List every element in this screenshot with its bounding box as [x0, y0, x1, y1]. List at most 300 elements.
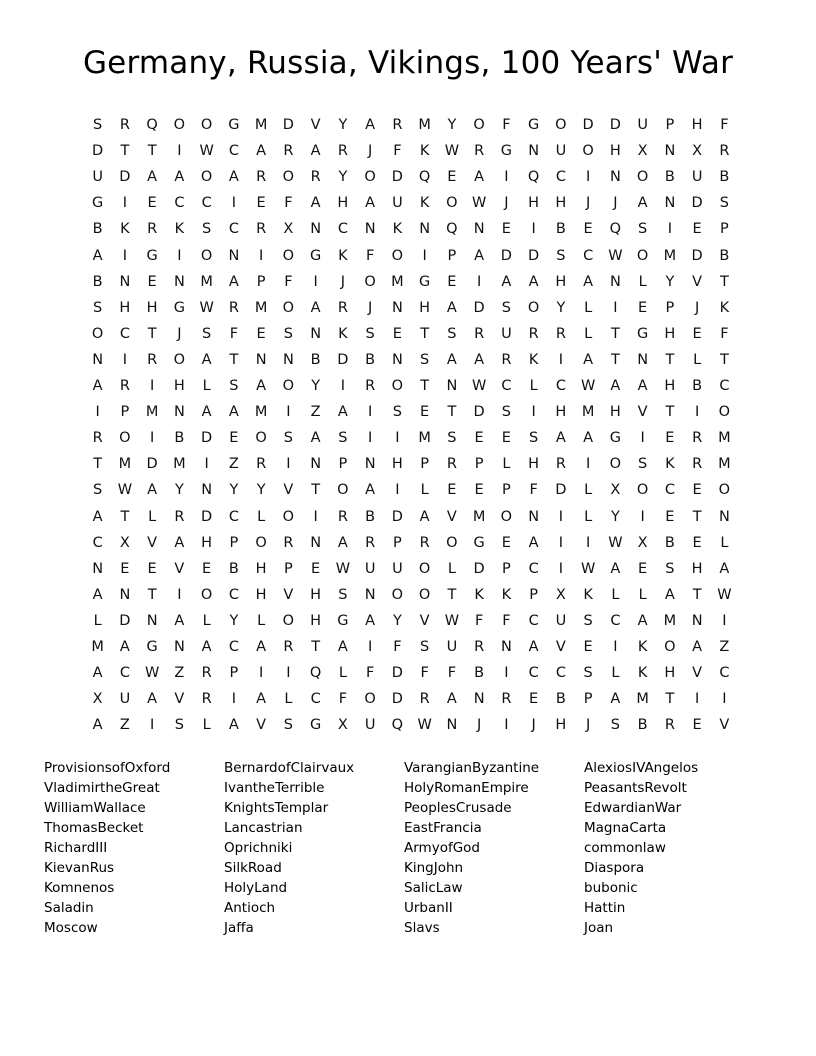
letter-cell[interactable]: H — [255, 560, 267, 577]
letter-cell[interactable]: L — [584, 325, 593, 342]
letter-cell[interactable]: F — [393, 143, 402, 160]
letter-cell[interactable]: Y — [311, 378, 321, 395]
letter-cell[interactable]: P — [229, 534, 239, 551]
letter-cell[interactable]: I — [204, 456, 209, 473]
word-list-item[interactable]: Moscow — [44, 920, 98, 937]
letter-cell[interactable]: Y — [256, 482, 266, 499]
letter-cell[interactable]: O — [364, 169, 376, 186]
letter-cell[interactable]: I — [149, 430, 155, 447]
letter-cell[interactable]: S — [420, 351, 430, 368]
word-list-item[interactable]: PeoplesCrusade — [404, 800, 512, 817]
letter-cell[interactable]: I — [122, 247, 128, 264]
letter-cell[interactable]: N — [364, 221, 376, 238]
letter-cell[interactable]: D — [555, 482, 567, 499]
letter-cell[interactable]: A — [637, 195, 648, 212]
word-list-item[interactable]: SalicLaw — [404, 880, 463, 897]
letter-cell[interactable]: D — [691, 195, 703, 212]
letter-cell[interactable]: N — [718, 508, 730, 525]
letter-cell[interactable]: K — [419, 143, 430, 160]
letter-cell[interactable]: R — [147, 351, 158, 368]
letter-cell[interactable]: P — [447, 247, 457, 264]
letter-cell[interactable]: W — [199, 143, 214, 160]
letter-cell[interactable]: N — [310, 221, 322, 238]
letter-cell[interactable]: U — [364, 560, 376, 577]
letter-cell[interactable]: A — [637, 378, 648, 395]
letter-cell[interactable]: G — [310, 717, 322, 734]
word-list-item[interactable]: RichardIII — [44, 840, 108, 857]
letter-cell[interactable]: R — [119, 117, 130, 134]
letter-cell[interactable]: S — [338, 430, 348, 447]
letter-cell[interactable]: V — [310, 117, 321, 134]
letter-cell[interactable]: N — [255, 351, 267, 368]
letter-cell[interactable]: K — [637, 638, 648, 655]
letter-cell[interactable]: N — [92, 351, 104, 368]
letter-cell[interactable]: R — [692, 456, 703, 473]
letter-cell[interactable]: M — [254, 117, 268, 134]
letter-cell[interactable]: D — [282, 117, 294, 134]
letter-cell[interactable]: L — [447, 560, 456, 577]
letter-cell[interactable]: N — [391, 351, 403, 368]
letter-cell[interactable]: S — [229, 378, 239, 395]
letter-cell[interactable]: I — [122, 351, 128, 368]
word-list-item[interactable]: EastFrancia — [404, 820, 482, 837]
letter-cell[interactable]: G — [173, 299, 185, 316]
letter-cell[interactable]: P — [665, 117, 675, 134]
letter-cell[interactable]: R — [92, 430, 103, 447]
letter-cell[interactable]: R — [474, 143, 485, 160]
letter-cell[interactable]: R — [474, 638, 485, 655]
letter-cell[interactable]: T — [420, 378, 430, 395]
letter-cell[interactable]: B — [719, 247, 730, 264]
letter-cell[interactable]: E — [256, 195, 266, 212]
letter-cell[interactable]: R — [119, 378, 130, 395]
letter-cell[interactable]: A — [92, 247, 103, 264]
word-list-item[interactable]: BernardofClairvaux — [224, 760, 355, 777]
letter-cell[interactable]: F — [474, 612, 484, 629]
letter-cell[interactable]: J — [367, 143, 373, 160]
letter-cell[interactable]: S — [610, 717, 620, 734]
word-list-item[interactable]: Jaffa — [224, 920, 254, 937]
letter-cell[interactable]: A — [228, 273, 239, 290]
letter-cell[interactable]: Y — [665, 273, 675, 290]
letter-cell[interactable]: E — [147, 195, 157, 212]
letter-cell[interactable]: G — [473, 534, 485, 551]
word-list-item[interactable]: KnightsTemplar — [224, 800, 329, 817]
letter-cell[interactable]: M — [663, 247, 677, 264]
letter-cell[interactable]: L — [502, 456, 511, 473]
letter-cell[interactable]: L — [611, 586, 620, 603]
letter-cell[interactable]: K — [338, 247, 348, 264]
letter-cell[interactable]: E — [692, 482, 702, 499]
letter-cell[interactable]: D — [609, 117, 621, 134]
letter-cell[interactable]: F — [447, 665, 457, 682]
letter-cell[interactable]: I — [149, 378, 155, 395]
letter-cell[interactable]: R — [664, 717, 675, 734]
letter-cell[interactable]: P — [665, 299, 675, 316]
letter-cell[interactable]: T — [420, 325, 430, 342]
letter-cell[interactable]: S — [93, 299, 103, 316]
letter-cell[interactable]: H — [255, 586, 267, 603]
word-list-item[interactable]: ProvisionsofOxford — [44, 760, 171, 777]
letter-cell[interactable]: J — [531, 717, 536, 734]
letter-cell[interactable]: N — [691, 612, 703, 629]
letter-cell[interactable]: Q — [527, 169, 540, 186]
letter-cell[interactable]: W — [117, 482, 133, 499]
letter-cell[interactable]: Y — [556, 299, 566, 316]
letter-cell[interactable]: F — [284, 273, 293, 290]
letter-cell[interactable]: U — [501, 325, 512, 342]
letter-cell[interactable]: H — [119, 299, 131, 316]
letter-cell[interactable]: J — [340, 273, 346, 290]
letter-cell[interactable]: L — [720, 534, 729, 551]
letter-cell[interactable]: C — [119, 325, 130, 342]
letter-cell[interactable]: A — [256, 691, 267, 708]
letter-cell[interactable]: D — [528, 247, 540, 264]
letter-cell[interactable]: S — [583, 665, 593, 682]
letter-cell[interactable]: W — [444, 612, 460, 629]
letter-cell[interactable]: N — [391, 299, 403, 316]
letter-cell[interactable]: R — [283, 638, 294, 655]
letter-cell[interactable]: B — [310, 351, 321, 368]
letter-cell[interactable]: H — [528, 195, 540, 212]
letter-cell[interactable]: F — [502, 612, 511, 629]
letter-cell[interactable]: M — [718, 430, 731, 447]
letter-cell[interactable]: D — [473, 404, 485, 421]
letter-cell[interactable]: S — [638, 456, 648, 473]
letter-cell[interactable]: I — [367, 404, 373, 421]
letter-cell[interactable]: M — [145, 404, 159, 421]
letter-cell[interactable]: D — [391, 169, 403, 186]
letter-cell[interactable]: N — [419, 221, 431, 238]
letter-cell[interactable]: B — [92, 221, 103, 238]
letter-cell[interactable]: F — [338, 691, 348, 708]
letter-cell[interactable]: I — [286, 456, 291, 473]
letter-cell[interactable]: R — [228, 299, 239, 316]
letter-cell[interactable]: L — [584, 299, 593, 316]
letter-cell[interactable]: Z — [719, 638, 730, 655]
letter-cell[interactable]: K — [338, 325, 348, 342]
letter-cell[interactable]: I — [177, 586, 182, 603]
letter-cell[interactable]: B — [174, 430, 185, 447]
letter-cell[interactable]: R — [337, 299, 348, 316]
letter-cell[interactable]: F — [365, 247, 375, 264]
letter-cell[interactable]: O — [582, 143, 594, 160]
word-list-item[interactable]: HolyRomanEmpire — [404, 780, 529, 797]
letter-cell[interactable]: W — [444, 143, 460, 160]
letter-cell[interactable]: L — [202, 612, 211, 629]
letter-cell[interactable]: H — [664, 325, 676, 342]
letter-cell[interactable]: M — [581, 404, 595, 421]
letter-cell[interactable]: I — [177, 247, 182, 264]
letter-cell[interactable]: O — [255, 534, 267, 551]
letter-cell[interactable]: S — [420, 638, 430, 655]
letter-cell[interactable]: S — [719, 195, 729, 212]
letter-cell[interactable]: I — [122, 195, 128, 212]
letter-cell[interactable]: I — [613, 638, 618, 655]
letter-cell[interactable]: N — [528, 508, 540, 525]
letter-cell[interactable]: N — [310, 456, 322, 473]
letter-cell[interactable]: C — [337, 221, 348, 238]
word-list-item[interactable]: ThomasBecket — [44, 820, 144, 837]
letter-cell[interactable]: P — [229, 665, 239, 682]
letter-cell[interactable]: Q — [446, 221, 458, 238]
letter-cell[interactable]: K — [528, 351, 539, 368]
letter-cell[interactable]: C — [119, 665, 130, 682]
letter-cell[interactable]: O — [173, 351, 186, 368]
letter-cell[interactable]: W — [608, 247, 623, 264]
word-list-item[interactable]: Hattin — [584, 900, 626, 917]
letter-cell[interactable]: M — [91, 638, 104, 655]
letter-cell[interactable]: A — [719, 560, 730, 577]
word-list-item[interactable]: MagnaCarta — [584, 820, 667, 837]
letter-cell[interactable]: A — [174, 169, 185, 186]
letter-cell[interactable]: E — [501, 221, 511, 238]
letter-cell[interactable]: A — [610, 560, 621, 577]
letter-cell[interactable]: X — [637, 143, 648, 160]
letter-cell[interactable]: N — [609, 273, 621, 290]
letter-cell[interactable]: O — [636, 482, 649, 499]
letter-cell[interactable]: H — [555, 404, 567, 421]
letter-cell[interactable]: A — [174, 534, 185, 551]
letter-cell[interactable]: W — [417, 717, 432, 734]
letter-cell[interactable]: O — [200, 586, 213, 603]
letter-cell[interactable]: E — [501, 430, 511, 447]
letter-cell[interactable]: F — [720, 325, 729, 342]
letter-cell[interactable]: R — [501, 691, 512, 708]
word-list-item[interactable]: Diaspora — [584, 860, 645, 877]
letter-cell[interactable]: I — [613, 299, 618, 316]
letter-cell[interactable]: I — [367, 638, 373, 655]
letter-cell[interactable]: A — [555, 430, 566, 447]
letter-cell[interactable]: E — [583, 638, 593, 655]
word-list-item[interactable]: IvantheTerrible — [224, 780, 325, 797]
letter-cell[interactable]: R — [365, 378, 376, 395]
letter-cell[interactable]: H — [555, 273, 567, 290]
letter-cell[interactable]: M — [118, 456, 132, 473]
letter-cell[interactable]: T — [229, 351, 239, 368]
letter-cell[interactable]: F — [393, 638, 402, 655]
letter-cell[interactable]: I — [694, 691, 700, 708]
letter-cell[interactable]: N — [310, 325, 322, 342]
letter-cell[interactable]: V — [419, 612, 430, 629]
letter-cell[interactable]: R — [446, 456, 457, 473]
letter-cell[interactable]: T — [447, 404, 457, 421]
letter-cell[interactable]: D — [119, 612, 131, 629]
letter-cell[interactable]: N — [146, 612, 158, 629]
letter-cell[interactable]: L — [693, 351, 702, 368]
letter-cell[interactable]: K — [583, 586, 593, 603]
letter-cell[interactable]: O — [200, 169, 213, 186]
letter-cell[interactable]: C — [92, 534, 103, 551]
letter-cell[interactable]: U — [364, 717, 376, 734]
letter-cell[interactable]: A — [474, 169, 485, 186]
letter-cell[interactable]: S — [202, 325, 212, 342]
letter-cell[interactable]: F — [229, 325, 239, 342]
letter-cell[interactable]: S — [365, 325, 375, 342]
letter-cell[interactable]: V — [174, 691, 185, 708]
letter-cell[interactable]: G — [419, 273, 431, 290]
letter-cell[interactable]: R — [555, 456, 566, 473]
letter-cell[interactable]: S — [583, 612, 593, 629]
letter-cell[interactable]: R — [555, 325, 566, 342]
letter-cell[interactable]: V — [147, 534, 158, 551]
letter-cell[interactable]: S — [665, 560, 675, 577]
letter-cell[interactable]: F — [420, 665, 429, 682]
letter-cell[interactable]: A — [337, 638, 348, 655]
letter-cell[interactable]: S — [556, 247, 566, 264]
letter-cell[interactable]: T — [147, 143, 157, 160]
letter-cell[interactable]: C — [228, 508, 239, 525]
letter-cell[interactable]: I — [585, 169, 591, 186]
letter-cell[interactable]: J — [585, 195, 591, 212]
letter-cell[interactable]: I — [640, 430, 645, 447]
letter-cell[interactable]: D — [119, 169, 131, 186]
letter-cell[interactable]: X — [92, 691, 103, 708]
letter-cell[interactable]: M — [472, 508, 486, 525]
letter-cell[interactable]: B — [555, 691, 566, 708]
letter-cell[interactable]: C — [610, 612, 621, 629]
letter-cell[interactable]: A — [637, 612, 648, 629]
letter-cell[interactable]: O — [418, 560, 431, 577]
letter-cell[interactable]: D — [337, 351, 349, 368]
letter-cell[interactable]: L — [638, 273, 647, 290]
letter-cell[interactable]: N — [173, 638, 185, 655]
letter-cell[interactable]: E — [692, 534, 702, 551]
letter-cell[interactable]: B — [637, 717, 648, 734]
word-list-item[interactable]: Komnenos — [44, 880, 115, 897]
letter-cell[interactable]: Y — [392, 612, 402, 629]
letter-cell[interactable]: D — [473, 560, 485, 577]
letter-cell[interactable]: A — [365, 482, 376, 499]
letter-cell[interactable]: L — [202, 378, 211, 395]
letter-cell[interactable]: C — [528, 665, 539, 682]
letter-cell[interactable]: I — [667, 221, 673, 238]
letter-cell[interactable]: H — [337, 195, 349, 212]
letter-cell[interactable]: P — [583, 691, 593, 708]
letter-cell[interactable]: E — [692, 325, 702, 342]
letter-cell[interactable]: G — [528, 117, 540, 134]
letter-cell[interactable]: A — [310, 430, 321, 447]
letter-cell[interactable]: A — [365, 195, 376, 212]
letter-cell[interactable]: S — [93, 117, 103, 134]
letter-cell[interactable]: H — [664, 665, 676, 682]
letter-cell[interactable]: A — [256, 638, 267, 655]
letter-cell[interactable]: I — [504, 665, 509, 682]
letter-cell[interactable]: I — [722, 691, 727, 708]
letter-cell[interactable]: R — [474, 325, 485, 342]
letter-cell[interactable]: N — [637, 351, 649, 368]
letter-cell[interactable]: D — [391, 508, 403, 525]
letter-cell[interactable]: Y — [338, 169, 348, 186]
letter-cell[interactable]: V — [637, 404, 648, 421]
letter-cell[interactable]: I — [395, 482, 400, 499]
letter-cell[interactable]: K — [719, 299, 730, 316]
letter-cell[interactable]: S — [283, 325, 293, 342]
letter-cell[interactable]: P — [393, 534, 402, 551]
letter-cell[interactable]: M — [636, 691, 649, 708]
letter-cell[interactable]: V — [692, 273, 703, 290]
letter-cell[interactable]: A — [310, 299, 321, 316]
letter-cell[interactable]: T — [93, 456, 103, 473]
letter-cell[interactable]: B — [365, 351, 376, 368]
letter-cell[interactable]: L — [420, 482, 429, 499]
letter-cell[interactable]: E — [665, 430, 675, 447]
letter-cell[interactable]: C — [583, 247, 594, 264]
letter-cell[interactable]: I — [422, 247, 427, 264]
letter-cell[interactable]: B — [664, 169, 675, 186]
letter-cell[interactable]: T — [692, 508, 702, 525]
letter-cell[interactable]: X — [555, 586, 566, 603]
letter-cell[interactable]: W — [580, 378, 596, 395]
letter-cell[interactable]: A — [583, 273, 594, 290]
word-list-item[interactable]: Joan — [584, 920, 614, 937]
letter-cell[interactable]: X — [637, 534, 648, 551]
letter-cell[interactable]: G — [146, 247, 158, 264]
word-list-item[interactable]: EdwardianWar — [584, 800, 682, 817]
letter-cell[interactable]: I — [258, 665, 264, 682]
letter-cell[interactable]: Y — [229, 612, 239, 629]
letter-cell[interactable]: R — [283, 534, 294, 551]
letter-cell[interactable]: S — [202, 221, 212, 238]
letter-cell[interactable]: A — [419, 508, 430, 525]
letter-cell[interactable]: A — [174, 612, 185, 629]
letter-cell[interactable]: I — [95, 404, 100, 421]
letter-cell[interactable]: R — [201, 665, 212, 682]
letter-cell[interactable]: D — [391, 691, 403, 708]
letter-cell[interactable]: U — [555, 143, 567, 160]
letter-cell[interactable]: N — [446, 378, 458, 395]
letter-cell[interactable]: X — [692, 143, 703, 160]
letter-cell[interactable]: J — [476, 717, 482, 734]
letter-cell[interactable]: I — [395, 430, 400, 447]
letter-cell[interactable]: E — [692, 717, 702, 734]
letter-cell[interactable]: A — [201, 351, 212, 368]
letter-cell[interactable]: E — [474, 482, 484, 499]
letter-cell[interactable]: S — [529, 430, 539, 447]
letter-cell[interactable]: O — [473, 117, 485, 134]
word-list-item[interactable]: KievanRus — [44, 860, 115, 877]
letter-cell[interactable]: T — [610, 351, 620, 368]
letter-cell[interactable]: A — [583, 351, 594, 368]
letter-cell[interactable]: O — [282, 508, 295, 525]
letter-cell[interactable]: A — [228, 717, 239, 734]
letter-cell[interactable]: M — [254, 404, 268, 421]
letter-cell[interactable]: D — [500, 247, 512, 264]
letter-cell[interactable]: N — [173, 404, 185, 421]
letter-cell[interactable]: Q — [418, 169, 431, 186]
letter-cell[interactable]: N — [609, 169, 621, 186]
letter-cell[interactable]: A — [610, 378, 621, 395]
letter-cell[interactable]: L — [202, 717, 211, 734]
letter-cell[interactable]: C — [201, 195, 212, 212]
letter-cell[interactable]: R — [501, 351, 512, 368]
letter-cell[interactable]: H — [173, 378, 185, 395]
letter-cell[interactable]: W — [608, 534, 623, 551]
letter-cell[interactable]: I — [531, 404, 536, 421]
letter-cell[interactable]: O — [664, 638, 676, 655]
letter-cell[interactable]: A — [365, 612, 376, 629]
letter-cell[interactable]: A — [528, 638, 539, 655]
letter-cell[interactable]: N — [364, 456, 376, 473]
letter-cell[interactable]: D — [201, 430, 213, 447]
letter-cell[interactable]: S — [392, 404, 402, 421]
letter-cell[interactable]: V — [555, 638, 566, 655]
letter-cell[interactable]: N — [664, 143, 676, 160]
letter-cell[interactable]: T — [147, 325, 157, 342]
letter-cell[interactable]: U — [92, 169, 103, 186]
letter-cell[interactable]: W — [471, 378, 487, 395]
letter-cell[interactable]: O — [636, 247, 649, 264]
